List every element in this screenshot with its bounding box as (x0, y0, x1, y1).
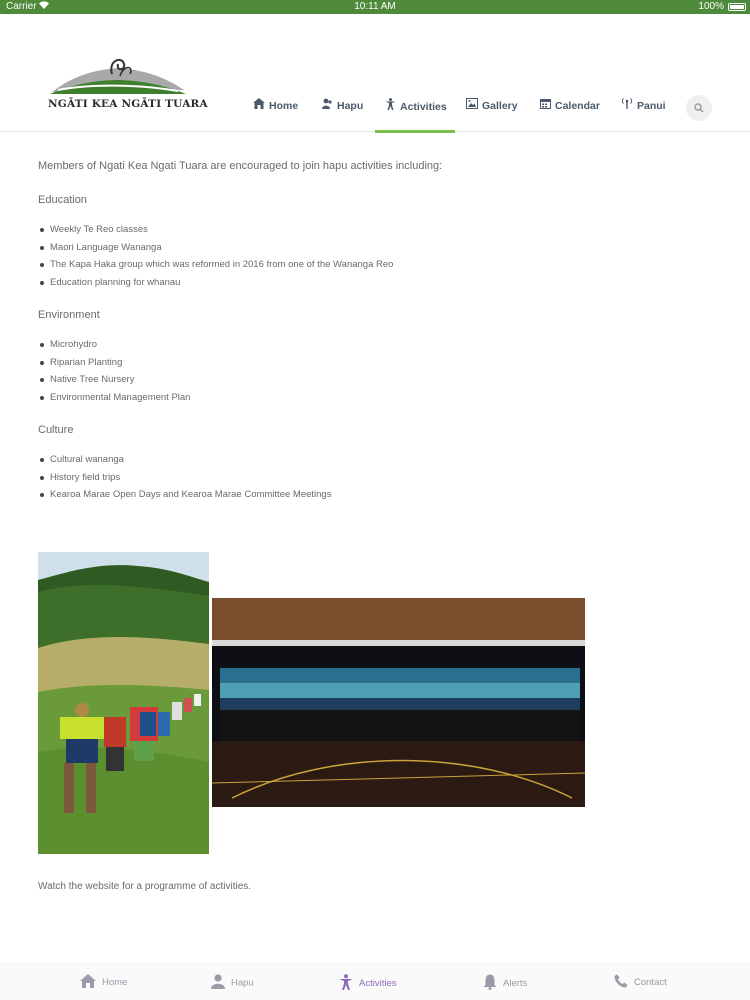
tab-label: Alerts (503, 978, 528, 989)
list-item: The Kapa Haka group which was reformed in 2016 from one of the Wananga Reo (38, 256, 393, 274)
site-logo[interactable] (48, 54, 208, 114)
culture-list (38, 451, 331, 504)
battery-icon (728, 3, 746, 11)
search-button[interactable] (686, 95, 712, 121)
list-item: Riparian Planting (38, 354, 190, 372)
list-item: Maori Language Wananga (38, 239, 393, 257)
nav-label: Gallery (482, 100, 518, 112)
hiking-photo (38, 552, 209, 854)
tab-hapu[interactable] (211, 974, 254, 992)
education-list (38, 221, 393, 291)
tab-label: Home (102, 977, 128, 988)
figure-icon (383, 98, 397, 113)
nav-item-calendar[interactable] (538, 98, 600, 132)
nav-item-panui[interactable] (620, 98, 666, 132)
list-item: Microhydro (38, 336, 190, 354)
section-title-education: Education (38, 194, 87, 206)
carrier-label: Carrier (6, 1, 37, 12)
person-icon (211, 974, 225, 992)
list-item: History field trips (38, 469, 331, 487)
site-header (0, 14, 750, 132)
tab-contact[interactable] (614, 974, 667, 992)
nav-label: Activities (400, 101, 447, 113)
hills-logo-icon (48, 54, 188, 98)
tab-label: Hapu (231, 977, 254, 989)
tab-home[interactable] (80, 974, 127, 992)
list-item: Weekly Te Reo classes (38, 221, 393, 239)
list-item: Cultural wananga (38, 451, 331, 469)
bottom-tab-bar (0, 962, 750, 1000)
nav-label: Calendar (555, 100, 600, 112)
intro-text: Members of Ngati Kea Ngati Tuara are encouraged to join hapu activities including: (38, 160, 443, 172)
status-bar (0, 0, 750, 14)
broadcast-icon (620, 98, 634, 112)
nav-label: Home (269, 100, 299, 112)
calendar-icon (538, 98, 552, 112)
figure-icon (339, 974, 353, 993)
nav-item-activities[interactable] (383, 98, 447, 132)
section-title-culture: Culture (38, 424, 74, 436)
search-icon (694, 103, 704, 113)
nav-label: Panui (637, 100, 666, 112)
tab-label: Contact (634, 977, 667, 988)
nav-item-home[interactable] (252, 98, 298, 132)
tab-activities[interactable] (339, 974, 396, 992)
list-item: Environmental Management Plan (38, 389, 190, 407)
tab-label: Activities (359, 978, 397, 989)
footer-note: Watch the website for a programme of activities. (38, 881, 252, 892)
section-title-environment: Environment (38, 309, 100, 321)
phone-icon (614, 974, 628, 991)
list-item: Native Tree Nursery (38, 371, 190, 389)
nav-item-gallery[interactable] (465, 98, 518, 132)
people-icon (320, 98, 334, 112)
nav-item-hapu[interactable] (320, 98, 363, 132)
nav-label: Hapu (337, 100, 364, 112)
logo-text: NGĀTI KEA NGĀTI TUARA (48, 98, 208, 110)
list-item: Kearoa Marae Open Days and Kearoa Marae Committee Meetings (38, 486, 331, 504)
environment-list (38, 336, 190, 406)
battery-percent: 100% (698, 1, 724, 12)
home-icon (252, 98, 266, 112)
tab-alerts[interactable] (483, 974, 527, 992)
status-time: 10:11 AM (354, 1, 396, 12)
home-icon (80, 974, 96, 991)
bell-icon (483, 974, 497, 993)
list-item: Education planning for whanau (38, 274, 393, 292)
image-icon (465, 98, 479, 112)
kapa-haka-group-photo (212, 598, 585, 807)
